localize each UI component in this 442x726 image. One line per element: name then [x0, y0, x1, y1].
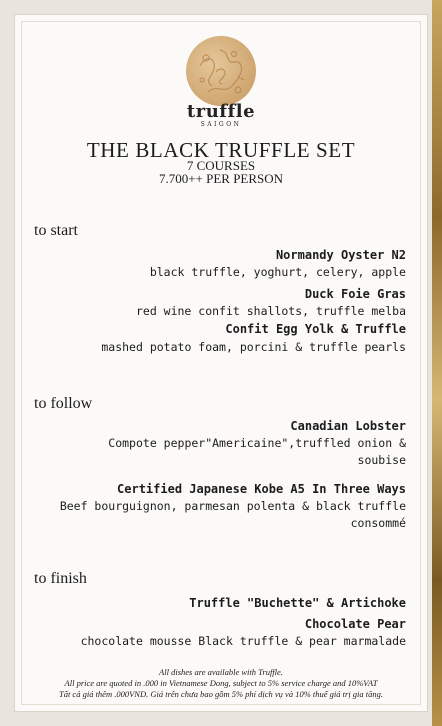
section-heading-finish: to finish: [34, 570, 87, 587]
section-heading-start: to start: [34, 222, 78, 239]
section-heading-follow: to follow: [34, 395, 93, 412]
dish-name: Normandy Oyster N2: [275, 248, 406, 262]
footer-note-vietnamese: Tất cả giá thêm .000VND. Giá trên chưa bao gồm 5% phí dịch vụ và 10% thuế giá trị gia tăng.: [58, 689, 384, 699]
footer-note-price: All price are quoted in .000 in Vietnamese Dong, subject to 5% service charge and 10%VAT: [64, 678, 378, 688]
dish-name: Canadian Lobster: [290, 419, 406, 433]
brand-location: SAIGON: [200, 121, 242, 128]
dish-name: Confit Egg Yolk & Truffle: [225, 322, 406, 336]
dish-description: Beef bourguignon, parmesan polenta & black truffle: [59, 499, 406, 513]
dish-name: Certified Japanese Kobe A5 In Three Ways: [117, 482, 406, 496]
dish-name: Chocolate Pear: [304, 617, 406, 631]
dish-description: black truffle, yoghurt, celery, apple: [149, 265, 406, 279]
menu-price: 7.700++ PER PERSON: [158, 171, 284, 186]
dish-description: mashed potato foam, porcini & truffle pearls: [101, 340, 406, 354]
dish-name: Truffle "Buchette" & Artichoke: [189, 596, 406, 610]
dish-description-cont: soubise: [357, 453, 406, 467]
dish-name: Duck Foie Gras: [304, 287, 406, 301]
dish-description: red wine confit shallots, truffle melba: [135, 304, 406, 318]
dish-description-cont: consommé: [350, 516, 406, 530]
menu-courses: 7 COURSES: [186, 158, 256, 173]
dish-description: Compote pepper"Americaine",truffled onion &: [108, 436, 406, 450]
dish-description: chocolate mousse Black truffle & pear marmalade: [80, 634, 406, 648]
footer-note-truffle: All dishes are available with Truffle.: [159, 667, 283, 677]
truffle-logo-emblem: [186, 36, 256, 106]
brand-name: truffle: [186, 101, 256, 122]
menu-title: THE BLACK TRUFFLE SET: [86, 138, 356, 162]
